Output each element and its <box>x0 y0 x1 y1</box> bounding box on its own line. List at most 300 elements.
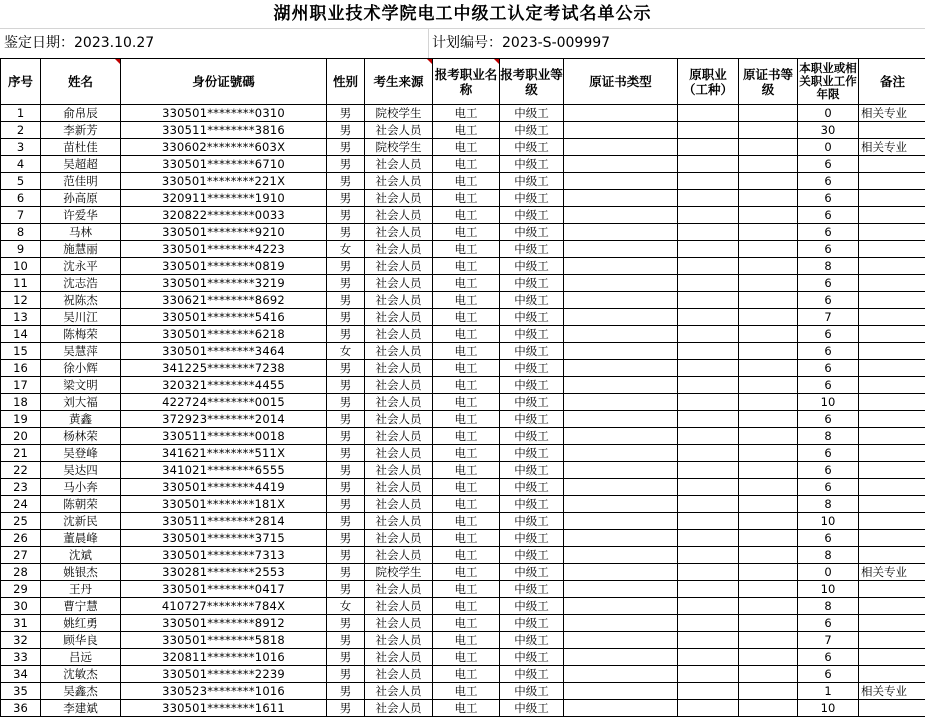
source-cell: 社会人员 <box>365 445 433 462</box>
note-cell <box>859 666 925 683</box>
cert-level-cell <box>739 598 798 615</box>
table-row <box>1 649 925 666</box>
cert-type-cell <box>564 649 678 666</box>
name-cell: 祝陈杰 <box>41 292 121 309</box>
source-cell: 社会人员 <box>365 428 433 445</box>
level-cell: 中级工 <box>500 241 564 258</box>
id-number-cell: 410727********784X <box>121 598 327 615</box>
page-title: 湖州职业技术学院电工中级工认定考试名单公示 <box>0 0 925 29</box>
source-cell: 社会人员 <box>365 394 433 411</box>
name-cell: 王丹 <box>41 581 121 598</box>
row-number: 28 <box>1 564 41 581</box>
table-row <box>1 615 925 632</box>
note-cell <box>859 479 925 496</box>
note-cell <box>859 649 925 666</box>
cert-type-cell <box>564 394 678 411</box>
note-cell <box>859 581 925 598</box>
gender-cell: 男 <box>327 513 365 530</box>
note-cell <box>859 700 925 717</box>
row-number: 8 <box>1 224 41 241</box>
source-cell: 院校学生 <box>365 564 433 581</box>
level-cell: 中级工 <box>500 275 564 292</box>
row-number: 31 <box>1 615 41 632</box>
row-number: 19 <box>1 411 41 428</box>
id-number-cell: 330501********3715 <box>121 530 327 547</box>
gender-cell: 男 <box>327 292 365 309</box>
id-number-cell: 330501********4223 <box>121 241 327 258</box>
orig-job-cell <box>678 428 739 445</box>
gender-cell: 男 <box>327 207 365 224</box>
cert-level-cell <box>739 700 798 717</box>
note-cell <box>859 615 925 632</box>
years-cell: 10 <box>798 700 859 717</box>
cert-type-cell <box>564 598 678 615</box>
gender-cell: 男 <box>327 360 365 377</box>
years-cell: 0 <box>798 105 859 122</box>
gender-cell: 女 <box>327 241 365 258</box>
source-cell: 社会人员 <box>365 598 433 615</box>
orig-job-cell <box>678 530 739 547</box>
gender-cell: 男 <box>327 564 365 581</box>
table-row <box>1 326 925 343</box>
name-cell: 孙高原 <box>41 190 121 207</box>
orig-job-cell <box>678 275 739 292</box>
id-number-cell: 330501********8912 <box>121 615 327 632</box>
years-cell: 8 <box>798 428 859 445</box>
orig-job-cell <box>678 462 739 479</box>
source-cell: 社会人员 <box>365 700 433 717</box>
table-row <box>1 173 925 190</box>
years-cell: 7 <box>798 309 859 326</box>
table-row <box>1 122 925 139</box>
gender-cell: 男 <box>327 649 365 666</box>
source-cell: 社会人员 <box>365 513 433 530</box>
row-number: 22 <box>1 462 41 479</box>
years-cell: 10 <box>798 394 859 411</box>
cert-type-cell <box>564 156 678 173</box>
cert-type-cell <box>564 530 678 547</box>
years-cell: 6 <box>798 666 859 683</box>
cert-level-cell <box>739 173 798 190</box>
id-number-cell: 330501********2239 <box>121 666 327 683</box>
row-number: 4 <box>1 156 41 173</box>
level-cell: 中级工 <box>500 428 564 445</box>
row-number: 17 <box>1 377 41 394</box>
table-row <box>1 190 925 207</box>
gender-cell: 男 <box>327 615 365 632</box>
level-cell: 中级工 <box>500 411 564 428</box>
orig-job-cell <box>678 343 739 360</box>
orig-job-cell <box>678 190 739 207</box>
row-number: 36 <box>1 700 41 717</box>
cert-level-cell <box>739 581 798 598</box>
gender-cell: 男 <box>327 547 365 564</box>
table-row <box>1 224 925 241</box>
table-row <box>1 683 925 700</box>
table-row <box>1 530 925 547</box>
job-cell: 电工 <box>433 173 500 190</box>
note-cell: 相关专业 <box>859 139 925 156</box>
name-cell: 沈永平 <box>41 258 121 275</box>
source-cell: 社会人员 <box>365 360 433 377</box>
orig-job-cell <box>678 173 739 190</box>
job-cell: 电工 <box>433 343 500 360</box>
job-cell: 电工 <box>433 564 500 581</box>
cert-level-cell <box>739 462 798 479</box>
years-cell: 6 <box>798 615 859 632</box>
note-cell: 相关专业 <box>859 683 925 700</box>
years-cell: 6 <box>798 224 859 241</box>
name-cell: 刘大福 <box>41 394 121 411</box>
table-row <box>1 207 925 224</box>
table-row <box>1 377 925 394</box>
level-cell: 中级工 <box>500 258 564 275</box>
table-row <box>1 292 925 309</box>
level-cell: 中级工 <box>500 122 564 139</box>
name-cell: 陈梅荣 <box>41 326 121 343</box>
years-cell: 8 <box>798 598 859 615</box>
job-cell: 电工 <box>433 683 500 700</box>
id-number-cell: 330501********0819 <box>121 258 327 275</box>
gender-cell: 男 <box>327 377 365 394</box>
name-cell: 梁文明 <box>41 377 121 394</box>
job-cell: 电工 <box>433 615 500 632</box>
job-cell: 电工 <box>433 258 500 275</box>
table-row <box>1 700 925 717</box>
job-cell: 电工 <box>433 666 500 683</box>
cert-type-cell <box>564 547 678 564</box>
note-cell <box>859 292 925 309</box>
orig-job-cell <box>678 258 739 275</box>
id-number-cell: 330281********2553 <box>121 564 327 581</box>
job-cell: 电工 <box>433 462 500 479</box>
col-header: 姓名 <box>41 59 121 105</box>
gender-cell: 男 <box>327 105 365 122</box>
level-cell: 中级工 <box>500 224 564 241</box>
years-cell: 30 <box>798 122 859 139</box>
years-cell: 8 <box>798 547 859 564</box>
exam-date: 鉴定日期：2023.10.27 <box>4 35 155 51</box>
table-body <box>1 105 925 717</box>
job-cell: 电工 <box>433 394 500 411</box>
name-cell: 苗杜佳 <box>41 139 121 156</box>
gender-cell: 男 <box>327 224 365 241</box>
name-cell: 马小奔 <box>41 479 121 496</box>
cert-level-cell <box>739 156 798 173</box>
id-number-cell: 330501********5416 <box>121 309 327 326</box>
row-number: 20 <box>1 428 41 445</box>
orig-job-cell <box>678 156 739 173</box>
note-cell <box>859 309 925 326</box>
job-cell: 电工 <box>433 156 500 173</box>
orig-job-cell <box>678 377 739 394</box>
row-number: 3 <box>1 139 41 156</box>
job-cell: 电工 <box>433 377 500 394</box>
level-cell: 中级工 <box>500 632 564 649</box>
cert-level-cell <box>739 496 798 513</box>
cert-type-cell <box>564 207 678 224</box>
cert-type-cell <box>564 411 678 428</box>
row-number: 24 <box>1 496 41 513</box>
name-cell: 沈志浩 <box>41 275 121 292</box>
source-cell: 社会人员 <box>365 411 433 428</box>
gender-cell: 男 <box>327 462 365 479</box>
cert-level-cell <box>739 360 798 377</box>
source-cell: 社会人员 <box>365 156 433 173</box>
level-cell: 中级工 <box>500 513 564 530</box>
orig-job-cell <box>678 666 739 683</box>
orig-job-cell <box>678 615 739 632</box>
row-number: 9 <box>1 241 41 258</box>
row-number: 23 <box>1 479 41 496</box>
orig-job-cell <box>678 241 739 258</box>
table-row <box>1 411 925 428</box>
row-number: 16 <box>1 360 41 377</box>
job-cell: 电工 <box>433 411 500 428</box>
source-cell: 社会人员 <box>365 122 433 139</box>
row-number: 12 <box>1 292 41 309</box>
cert-level-cell <box>739 564 798 581</box>
orig-job-cell <box>678 207 739 224</box>
gender-cell: 男 <box>327 496 365 513</box>
col-header: 性别 <box>327 59 365 105</box>
years-cell: 6 <box>798 241 859 258</box>
id-number-cell: 330501********3219 <box>121 275 327 292</box>
cert-type-cell <box>564 683 678 700</box>
job-cell: 电工 <box>433 496 500 513</box>
source-cell: 社会人员 <box>365 615 433 632</box>
note-cell <box>859 360 925 377</box>
id-number-cell: 320911********1910 <box>121 190 327 207</box>
source-cell: 院校学生 <box>365 105 433 122</box>
col-header: 考生来源 <box>365 59 433 105</box>
job-cell: 电工 <box>433 428 500 445</box>
cert-type-cell <box>564 666 678 683</box>
gender-cell: 男 <box>327 530 365 547</box>
years-cell: 6 <box>798 479 859 496</box>
row-number: 33 <box>1 649 41 666</box>
cell-divider <box>428 29 429 58</box>
col-header: 本职业或相关职业工作年限 <box>798 59 859 105</box>
years-cell: 8 <box>798 496 859 513</box>
col-header: 原职业（工种） <box>678 59 739 105</box>
note-cell: 相关专业 <box>859 564 925 581</box>
source-cell: 社会人员 <box>365 241 433 258</box>
cert-type-cell <box>564 190 678 207</box>
level-cell: 中级工 <box>500 326 564 343</box>
job-cell: 电工 <box>433 632 500 649</box>
gender-cell: 男 <box>327 700 365 717</box>
job-cell: 电工 <box>433 479 500 496</box>
name-cell: 吴登峰 <box>41 445 121 462</box>
note-cell <box>859 394 925 411</box>
name-cell: 沈新民 <box>41 513 121 530</box>
source-cell: 社会人员 <box>365 173 433 190</box>
years-cell: 6 <box>798 173 859 190</box>
level-cell: 中级工 <box>500 207 564 224</box>
job-cell: 电工 <box>433 649 500 666</box>
gender-cell: 男 <box>327 445 365 462</box>
cert-level-cell <box>739 683 798 700</box>
source-cell: 社会人员 <box>365 207 433 224</box>
name-cell: 吴慧萍 <box>41 343 121 360</box>
years-cell: 6 <box>798 649 859 666</box>
cert-level-cell <box>739 241 798 258</box>
row-number: 14 <box>1 326 41 343</box>
id-number-cell: 320321********4455 <box>121 377 327 394</box>
table-row <box>1 309 925 326</box>
note-cell <box>859 530 925 547</box>
job-cell: 电工 <box>433 326 500 343</box>
orig-job-cell <box>678 309 739 326</box>
row-number: 11 <box>1 275 41 292</box>
id-number-cell: 341225********7238 <box>121 360 327 377</box>
name-cell: 董晨峰 <box>41 530 121 547</box>
table-row <box>1 360 925 377</box>
level-cell: 中级工 <box>500 445 564 462</box>
cert-level-cell <box>739 207 798 224</box>
gender-cell: 男 <box>327 139 365 156</box>
years-cell: 6 <box>798 275 859 292</box>
id-number-cell: 330621********8692 <box>121 292 327 309</box>
name-cell: 范佳明 <box>41 173 121 190</box>
row-number: 5 <box>1 173 41 190</box>
job-cell: 电工 <box>433 530 500 547</box>
cert-type-cell <box>564 241 678 258</box>
cert-level-cell <box>739 632 798 649</box>
name-cell: 徐小辉 <box>41 360 121 377</box>
source-cell: 社会人员 <box>365 275 433 292</box>
table-row <box>1 139 925 156</box>
source-cell: 社会人员 <box>365 292 433 309</box>
name-cell: 曹宁慧 <box>41 598 121 615</box>
cert-type-cell <box>564 615 678 632</box>
job-cell: 电工 <box>433 122 500 139</box>
job-cell: 电工 <box>433 598 500 615</box>
table-row <box>1 241 925 258</box>
orig-job-cell <box>678 598 739 615</box>
years-cell: 10 <box>798 513 859 530</box>
cert-level-cell <box>739 190 798 207</box>
id-number-cell: 341621********511X <box>121 445 327 462</box>
name-cell: 杨林荣 <box>41 428 121 445</box>
candidate-table <box>0 58 925 717</box>
source-cell: 社会人员 <box>365 343 433 360</box>
cert-level-cell <box>739 309 798 326</box>
row-number: 25 <box>1 513 41 530</box>
level-cell: 中级工 <box>500 649 564 666</box>
id-number-cell: 320822********0033 <box>121 207 327 224</box>
cert-type-cell <box>564 224 678 241</box>
job-cell: 电工 <box>433 700 500 717</box>
note-cell <box>859 156 925 173</box>
cert-type-cell <box>564 462 678 479</box>
table-row <box>1 496 925 513</box>
years-cell: 6 <box>798 462 859 479</box>
cert-type-cell <box>564 445 678 462</box>
cert-type-cell <box>564 139 678 156</box>
note-cell <box>859 547 925 564</box>
cert-type-cell <box>564 173 678 190</box>
source-cell: 社会人员 <box>365 309 433 326</box>
col-header: 原证书类型 <box>564 59 678 105</box>
level-cell: 中级工 <box>500 105 564 122</box>
cert-type-cell <box>564 564 678 581</box>
plan-number: 计划编号：2023-S-009997 <box>432 35 611 51</box>
cert-type-cell <box>564 700 678 717</box>
orig-job-cell <box>678 632 739 649</box>
note-cell <box>859 445 925 462</box>
level-cell: 中级工 <box>500 700 564 717</box>
years-cell: 1 <box>798 683 859 700</box>
source-cell: 社会人员 <box>365 632 433 649</box>
job-cell: 电工 <box>433 139 500 156</box>
orig-job-cell <box>678 649 739 666</box>
row-number: 7 <box>1 207 41 224</box>
source-cell: 社会人员 <box>365 190 433 207</box>
orig-job-cell <box>678 122 739 139</box>
table-row <box>1 598 925 615</box>
cert-level-cell <box>739 649 798 666</box>
job-cell: 电工 <box>433 224 500 241</box>
gender-cell: 男 <box>327 683 365 700</box>
row-number: 26 <box>1 530 41 547</box>
gender-cell: 女 <box>327 343 365 360</box>
source-cell: 社会人员 <box>365 547 433 564</box>
cert-level-cell <box>739 139 798 156</box>
source-cell: 社会人员 <box>365 496 433 513</box>
source-cell: 社会人员 <box>365 530 433 547</box>
years-cell: 6 <box>798 343 859 360</box>
id-number-cell: 320811********1016 <box>121 649 327 666</box>
name-cell: 吴超超 <box>41 156 121 173</box>
id-number-cell: 372923********2014 <box>121 411 327 428</box>
id-number-cell: 330501********221X <box>121 173 327 190</box>
table-row <box>1 105 925 122</box>
level-cell: 中级工 <box>500 360 564 377</box>
job-cell: 电工 <box>433 360 500 377</box>
name-cell: 顾华良 <box>41 632 121 649</box>
gender-cell: 男 <box>327 581 365 598</box>
job-cell: 电工 <box>433 292 500 309</box>
orig-job-cell <box>678 581 739 598</box>
source-cell: 社会人员 <box>365 649 433 666</box>
level-cell: 中级工 <box>500 479 564 496</box>
id-number-cell: 330602********603X <box>121 139 327 156</box>
years-cell: 6 <box>798 445 859 462</box>
level-cell: 中级工 <box>500 496 564 513</box>
level-cell: 中级工 <box>500 666 564 683</box>
level-cell: 中级工 <box>500 615 564 632</box>
id-number-cell: 330511********2814 <box>121 513 327 530</box>
orig-job-cell <box>678 445 739 462</box>
cert-level-cell <box>739 105 798 122</box>
cert-type-cell <box>564 513 678 530</box>
col-header: 身份证號碼 <box>121 59 327 105</box>
row-number: 15 <box>1 343 41 360</box>
cert-type-cell <box>564 275 678 292</box>
col-header: 报考职业名称 <box>433 59 500 105</box>
note-cell <box>859 241 925 258</box>
table-row <box>1 581 925 598</box>
id-number-cell: 330523********1016 <box>121 683 327 700</box>
row-number: 35 <box>1 683 41 700</box>
cert-level-cell <box>739 547 798 564</box>
table-row <box>1 445 925 462</box>
job-cell: 电工 <box>433 275 500 292</box>
level-cell: 中级工 <box>500 394 564 411</box>
cert-level-cell <box>739 326 798 343</box>
